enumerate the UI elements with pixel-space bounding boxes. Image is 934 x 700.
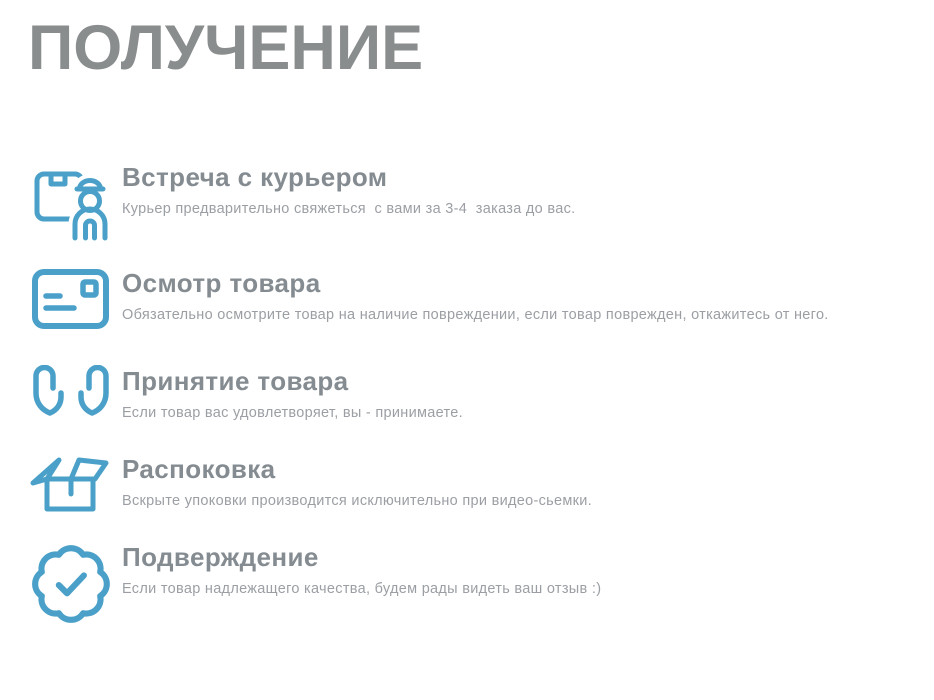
step-confirmation: [28, 541, 904, 627]
step-text: [122, 453, 904, 511]
step-text: [122, 541, 904, 599]
step-meet-courier: [28, 161, 904, 241]
step-description: Если товар вас удовлетворяет, вы - принимаете.: [122, 405, 463, 422]
step-text: [122, 267, 904, 325]
step-text: [122, 161, 904, 219]
step-title: Подверждение: [122, 542, 319, 573]
step-inspect-goods: [28, 267, 904, 331]
step-unpacking: [28, 453, 904, 515]
step-description: Обязательно осмотрите товар на наличие повреждении, если товар поврежден, откажитесь от него.: [122, 307, 829, 324]
step-accept-goods: [28, 365, 904, 423]
step-title: Распоковка: [122, 454, 276, 485]
step-description: Курьер предварительно свяжеться с вами за 3-4 заказа до вас.: [122, 201, 576, 218]
invoice-icon: [28, 267, 114, 331]
steps-list: [28, 161, 904, 627]
page-title: ПОЛУЧЕНИЕ: [28, 13, 424, 83]
step-description: Вскрыте упоковки производится исключительно при видео-сьемки.: [122, 493, 592, 510]
open-box-icon: [28, 453, 114, 515]
step-title: Принятие товара: [122, 366, 349, 397]
step-title: Осмотр товара: [122, 268, 321, 299]
hands-icon: [28, 365, 114, 419]
step-text: [122, 365, 904, 423]
courier-icon: [28, 161, 114, 241]
step-title: Встреча с курьером: [122, 162, 388, 193]
step-description: Если товар надлежащего качества, будем рады видеть ваш отзыв :): [122, 581, 602, 598]
badge-check-icon: [28, 541, 114, 627]
